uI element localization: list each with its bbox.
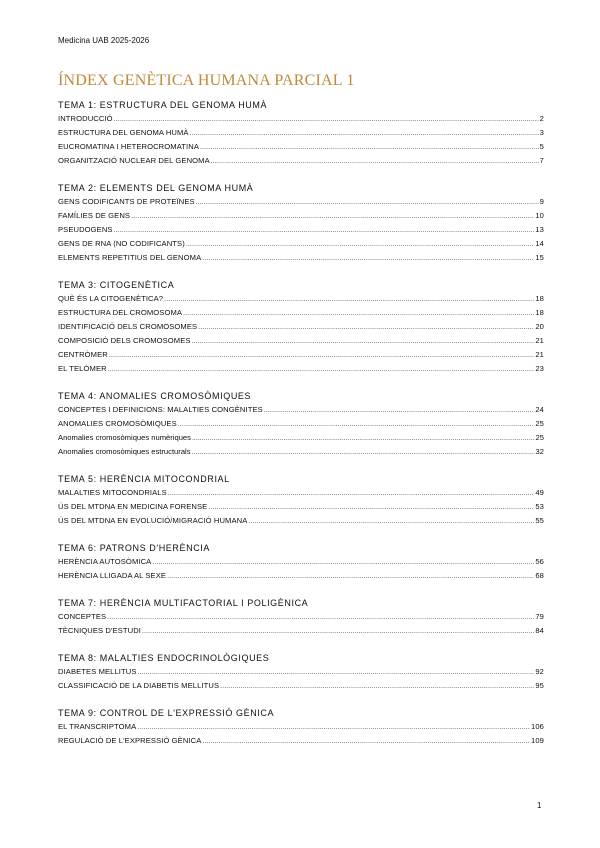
toc-entry[interactable]	[58, 610, 544, 624]
toc-entry[interactable]	[58, 720, 544, 734]
toc-entry-page: 53	[535, 502, 544, 511]
toc-entry[interactable]	[58, 140, 544, 154]
dot-leader	[114, 224, 535, 238]
dot-leader	[168, 487, 535, 501]
toc-entry[interactable]	[58, 569, 544, 583]
toc-entry-page: 5	[539, 142, 544, 151]
toc-entry-page: 20	[535, 322, 544, 331]
dot-leader	[200, 141, 539, 155]
dot-leader	[248, 515, 534, 529]
section-title: TEMA 9: CONTROL DE L'EXPRESSIÓ GÈNICA	[58, 708, 275, 718]
toc-entry-label: DIABETES MELLITUS	[58, 667, 137, 676]
toc-entry[interactable]	[58, 306, 544, 320]
toc-entry-page: 3	[539, 128, 544, 137]
dot-leader	[208, 501, 534, 515]
toc-entry-page: 56	[535, 557, 544, 566]
toc-entry-page: 95	[535, 681, 544, 690]
toc-entry[interactable]	[58, 362, 544, 376]
toc-entry-label: EL TELÒMER	[58, 364, 107, 373]
dot-leader	[114, 113, 539, 127]
dot-leader	[142, 625, 534, 639]
dot-leader	[107, 611, 534, 625]
toc-entry-page: 7	[539, 156, 544, 165]
toc-entry-label: ELEMENTS REPETITIUS DEL GENOMA	[58, 253, 202, 262]
dot-leader	[198, 321, 534, 335]
page-header: Medicina UAB 2025-2026	[58, 36, 150, 45]
document-title: ÍNDEX GENÈTICA HUMANA PARCIAL 1	[58, 72, 355, 89]
toc-entry[interactable]	[58, 251, 544, 265]
toc-entry[interactable]	[58, 555, 544, 569]
dot-leader	[211, 155, 539, 169]
toc-entry[interactable]	[58, 237, 544, 251]
toc-entry-page: 109	[531, 736, 544, 745]
toc-entry[interactable]	[58, 126, 544, 140]
toc-entry-page: 23	[535, 364, 544, 373]
toc-entry-page: 84	[535, 626, 544, 635]
section-title: TEMA 2: ELEMENTS DEL GENOMA HUMÀ	[58, 183, 254, 193]
toc-entry-page: 49	[535, 488, 544, 497]
section-title: TEMA 7: HERÈNCIA MULTIFACTORIAL I POLIGÈNICA	[58, 598, 309, 608]
toc-entry-label: COMPOSICIÓ DELS CROMOSOMES	[58, 336, 191, 345]
dot-leader	[192, 446, 535, 460]
dot-leader	[202, 252, 534, 266]
toc-entry[interactable]	[58, 320, 544, 334]
dot-leader	[167, 570, 534, 584]
toc-entry-page: 18	[535, 308, 544, 317]
dot-leader	[108, 363, 535, 377]
section-title: TEMA 4: ANOMALIES CROMOSÒMIQUES	[58, 391, 252, 401]
dot-leader	[138, 666, 535, 680]
toc-entry-label: CONCEPTES	[58, 612, 107, 621]
toc-entry-label: ÚS DEL MTDNA EN MEDICINA FORENSE	[58, 502, 208, 511]
toc-entry-page: 25	[535, 433, 544, 442]
toc-entry-page: 21	[535, 336, 544, 345]
dot-leader	[220, 680, 534, 694]
section-title: TEMA 5: HERÈNCIA MITOCONDRIAL	[58, 474, 230, 484]
toc-entry[interactable]	[58, 348, 544, 362]
toc-entry-page: 32	[535, 447, 544, 456]
toc-entry-label: CLASSIFICACIÓ DE LA DIABETIS MELLITUS	[58, 681, 220, 690]
toc-entry[interactable]	[58, 431, 544, 445]
toc-entry[interactable]	[58, 445, 544, 459]
toc-section	[58, 389, 544, 459]
page-number: 1	[537, 801, 542, 810]
toc-entry[interactable]	[58, 292, 544, 306]
toc-entry-label: INTRODUCCIÓ	[58, 114, 113, 123]
toc-entry-page: 25	[535, 419, 544, 428]
toc-entry-label: GENS DE RNA (NO CODIFICANTS)	[58, 239, 185, 248]
dot-leader	[164, 293, 534, 307]
table-of-contents	[58, 98, 544, 761]
toc-entry-page: 55	[535, 516, 544, 525]
section-title: TEMA 8: MALALTIES ENDOCRINOLÒGIQUES	[58, 653, 270, 663]
toc-entry-label: ORGANITZACIÓ NUCLEAR DEL GENOMA	[58, 156, 210, 165]
toc-entry-label: HERÈNCIA LLIGADA AL SEXE	[58, 571, 167, 580]
toc-entry-page: 14	[535, 239, 544, 248]
toc-entry-page: 2	[539, 114, 544, 123]
dot-leader	[196, 196, 539, 210]
dot-leader	[190, 127, 539, 141]
toc-entry-label: MALALTIES MITOCONDRIALS	[58, 488, 167, 497]
toc-entry[interactable]	[58, 734, 544, 748]
toc-entry-label: GENS CODIFICANTS DE PROTEÏNES	[58, 197, 195, 206]
dot-leader	[183, 307, 534, 321]
toc-entry-page: 21	[535, 350, 544, 359]
dot-leader	[264, 404, 535, 418]
toc-entry[interactable]	[58, 209, 544, 223]
toc-entry-label: ANOMALIES CROMOSÒMIQUES	[58, 419, 177, 428]
toc-entry[interactable]	[58, 112, 544, 126]
toc-entry-label: REGULACIÓ DE L'EXPRESSIÓ GÈNICA	[58, 736, 202, 745]
toc-entry[interactable]	[58, 486, 544, 500]
toc-entry-label: PSEUDOGENS	[58, 225, 113, 234]
toc-entry-label: FAMÍLIES DE GENS	[58, 211, 131, 220]
dot-leader	[192, 432, 535, 446]
toc-entry-page: 68	[535, 571, 544, 580]
toc-entry[interactable]	[58, 403, 544, 417]
section-title: TEMA 1: ESTRUCTURA DEL GENOMA HUMÀ	[58, 100, 268, 110]
section-title: TEMA 6: PATRONS D'HERÈNCIA	[58, 543, 211, 553]
dot-leader	[137, 721, 530, 735]
toc-entry[interactable]	[58, 195, 544, 209]
toc-entry-page: 13	[535, 225, 544, 234]
toc-entry-label: EUCROMATINA I HETEROCROMATINA	[58, 142, 199, 151]
toc-entry-page: 18	[535, 294, 544, 303]
dot-leader	[109, 349, 535, 363]
dot-leader	[186, 238, 535, 252]
dot-leader	[192, 335, 535, 349]
toc-entry[interactable]	[58, 624, 544, 638]
toc-entry[interactable]	[58, 334, 544, 348]
toc-entry-page: 79	[535, 612, 544, 621]
toc-entry-label: ESTRUCTURA DEL CROMOSOMA	[58, 308, 183, 317]
toc-entry-label: EL TRANSCRIPTOMA	[58, 722, 137, 731]
toc-section	[58, 596, 544, 638]
section-title: TEMA 3: CITOGENÈTICA	[58, 280, 175, 290]
toc-entry-label: ESTRUCTURA DEL GENOMA HUMÀ	[58, 128, 189, 137]
toc-entry-page: 9	[539, 197, 544, 206]
toc-section	[58, 651, 544, 693]
toc-entry-label: CENTRÒMER	[58, 350, 108, 359]
toc-section	[58, 278, 544, 376]
toc-entry[interactable]	[58, 514, 544, 528]
toc-entry-page: 10	[535, 211, 544, 220]
toc-entry-page: 106	[531, 722, 544, 731]
toc-section	[58, 541, 544, 583]
toc-entry[interactable]	[58, 154, 544, 168]
toc-entry-label: Anomalies cromosòmiques numèriques	[58, 433, 191, 442]
toc-entry-label: Anomalies cromosòmiques estructurals	[58, 447, 191, 456]
dot-leader	[152, 556, 534, 570]
toc-entry-page: 24	[535, 405, 544, 414]
toc-section	[58, 706, 544, 748]
toc-entry-label: CONCEPTES I DEFINICIONS: MALALTIES CONGÈNITES	[58, 405, 263, 414]
toc-entry[interactable]	[58, 500, 544, 514]
toc-entry-page: 92	[535, 667, 544, 676]
toc-entry[interactable]	[58, 223, 544, 237]
toc-entry-label: HERÈNCIA AUTOSÒMICA	[58, 557, 152, 566]
dot-leader	[202, 735, 530, 749]
toc-section	[58, 472, 544, 528]
toc-entry[interactable]	[58, 679, 544, 693]
toc-entry[interactable]	[58, 417, 544, 431]
toc-entry-label: TÈCNIQUES D'ESTUDI	[58, 626, 141, 635]
toc-section	[58, 98, 544, 168]
toc-section	[58, 181, 544, 265]
toc-entry-page: 15	[535, 253, 544, 262]
toc-entry[interactable]	[58, 665, 544, 679]
toc-entry-label: IDENTIFICACIÓ DELS CROMOSOMES	[58, 322, 198, 331]
dot-leader	[131, 210, 534, 224]
toc-entry-label: ÚS DEL MTDNA EN EVOLUCIÓ/MIGRACIÓ HUMANA	[58, 516, 248, 525]
dot-leader	[178, 418, 535, 432]
toc-entry-label: QUÈ ÉS LA CITOGENÈTICA?	[58, 294, 164, 303]
